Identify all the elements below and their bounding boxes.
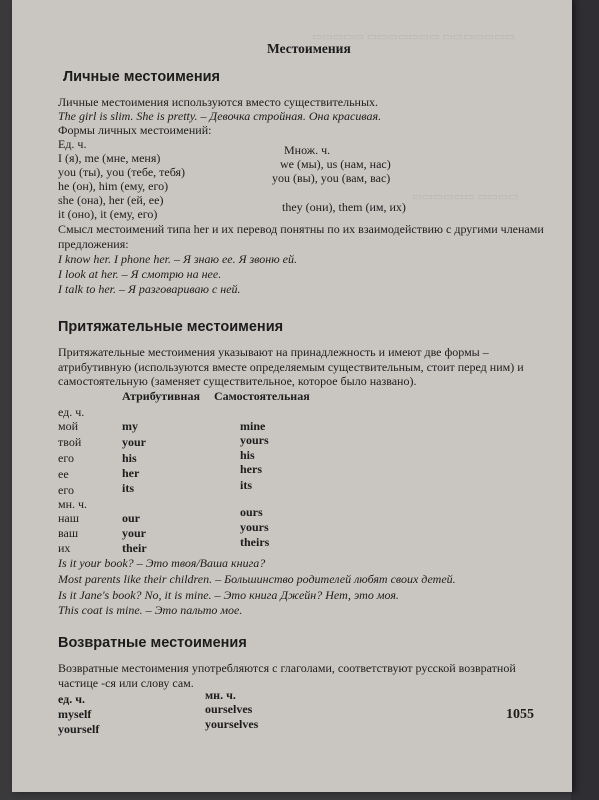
possessive-example-line: This coat is mine. – Это пальто мое.	[58, 603, 243, 617]
pronoun-singular: it (оно), it (ему, его)	[58, 207, 158, 221]
possessive-independent: its	[240, 478, 252, 492]
personal-example: The girl is slim. She is pretty. – Девочка стройная. Она красивая.	[58, 109, 382, 123]
possessive-attributive: your	[122, 526, 146, 540]
personal-example-line: I look at her. – Я смотрю на нее.	[58, 267, 222, 281]
possessive-attributive: your	[122, 435, 146, 449]
possessive-attributive: their	[122, 541, 147, 555]
possessive-attributive: its	[122, 481, 134, 495]
reflexive-plural-label: мн. ч.	[205, 688, 236, 702]
possessive-independent: ours	[240, 505, 263, 519]
possessive-independent: hers	[240, 462, 262, 476]
possessive-attributive: his	[122, 451, 137, 465]
possessive-example-line: Most parents like their children. – Большинство родителей любят своих детей.	[58, 572, 456, 586]
pronoun-singular: he (он), him (ему, его)	[58, 179, 169, 193]
page-number: 1055	[506, 707, 534, 722]
section-heading-reflexive: Возвратные местоимения	[58, 635, 247, 651]
reflexive-plural: yourselves	[205, 717, 259, 731]
pronoun-singular: you (ты), you (тебе, тебя)	[58, 165, 186, 179]
possessive-independent: yours	[240, 520, 269, 534]
book-page	[12, 0, 572, 792]
possessive-russian: наш	[58, 511, 79, 525]
personal-example-line: I talk to her. – Я разговариваю с ней.	[58, 282, 241, 296]
bleed-through-text: ▭▭▭▭▭ ▭▭▭▭▭▭▭ ▭▭▭▭▭▭▭	[312, 31, 515, 43]
possessive-independent: his	[240, 448, 255, 462]
possessive-attributive: my	[122, 419, 138, 433]
possessive-russian: ваш	[58, 526, 79, 540]
reflexive-plural: ourselves	[205, 702, 253, 716]
meaning-paragraph: Смысл местоимений типа her и их перевод понятны по их взаимодействию с другими членами предложения:	[58, 222, 544, 251]
possessive-russian: ее	[58, 467, 69, 481]
pronoun-singular: I (я), me (мне, меня)	[58, 151, 161, 165]
forms-label: Формы личных местоимений:	[58, 123, 212, 137]
book-spine	[571, 0, 599, 800]
possessive-russian: его	[58, 483, 74, 497]
possessive-independent: yours	[240, 433, 269, 447]
singular-label: Ед. ч.	[58, 137, 87, 151]
possessive-plural-label: мн. ч.	[58, 497, 88, 511]
possessive-russian: их	[58, 541, 71, 555]
column-header-independent: Самостоятельная	[214, 389, 310, 403]
possessive-independent: theirs	[240, 535, 270, 549]
pronoun-plural: they (они), them (им, их)	[282, 200, 406, 214]
personal-example-line: I know her. I phone her. – Я знаю ее. Я звоню ей.	[58, 252, 297, 266]
possessive-russian: его	[58, 451, 74, 465]
reflexive-singular: yourself	[58, 722, 100, 736]
pronoun-plural: we (мы), us (нам, нас)	[280, 157, 391, 171]
section-heading-possessive: Притяжательные местоимения	[58, 319, 284, 335]
possessive-singular-label: ед. ч.	[58, 405, 85, 419]
column-header-attributive: Атрибутивная	[122, 389, 200, 403]
reflexive-singular: myself	[58, 707, 92, 721]
pronoun-plural: you (вы), you (вам, вас)	[272, 171, 391, 185]
reflexive-singular-label: ед. ч.	[58, 692, 86, 706]
possessive-example-line: Is it Jane's book? No, it is mine. – Это книга Джейн? Нет, это моя.	[58, 588, 399, 602]
possessive-russian: твой	[58, 435, 82, 449]
bleed-through-text: ▭▭▭▭▭▭ ▭▭▭▭	[412, 191, 519, 203]
reflexive-description: Возвратные местоимения употребляются с глаголами, соответствуют русской возвратной частице -ся или слову сам.	[58, 661, 516, 690]
possessive-attributive: our	[122, 511, 140, 525]
possessive-attributive: her	[122, 466, 140, 480]
personal-intro: Личные местоимения используются вместо существительных.	[58, 95, 379, 109]
pronoun-singular: she (она), her (ей, ее)	[58, 193, 164, 207]
plural-label: Множ. ч.	[284, 143, 331, 157]
page-title: Местоимения	[267, 41, 351, 56]
possessive-description: Притяжательные местоимения указывают на принадлежность и имеют две формы – атрибутивную (используются вместе определяемым существительным, стоит перед ним) и самостоятельную (заменяет существительное, которое было названо).	[58, 345, 524, 388]
possessive-independent: mine	[240, 419, 266, 433]
section-heading-personal: Личные местоимения	[63, 69, 221, 85]
possessive-russian: мой	[58, 419, 79, 433]
possessive-example-line: Is it your book? – Это твоя/Ваша книга?	[58, 556, 266, 570]
